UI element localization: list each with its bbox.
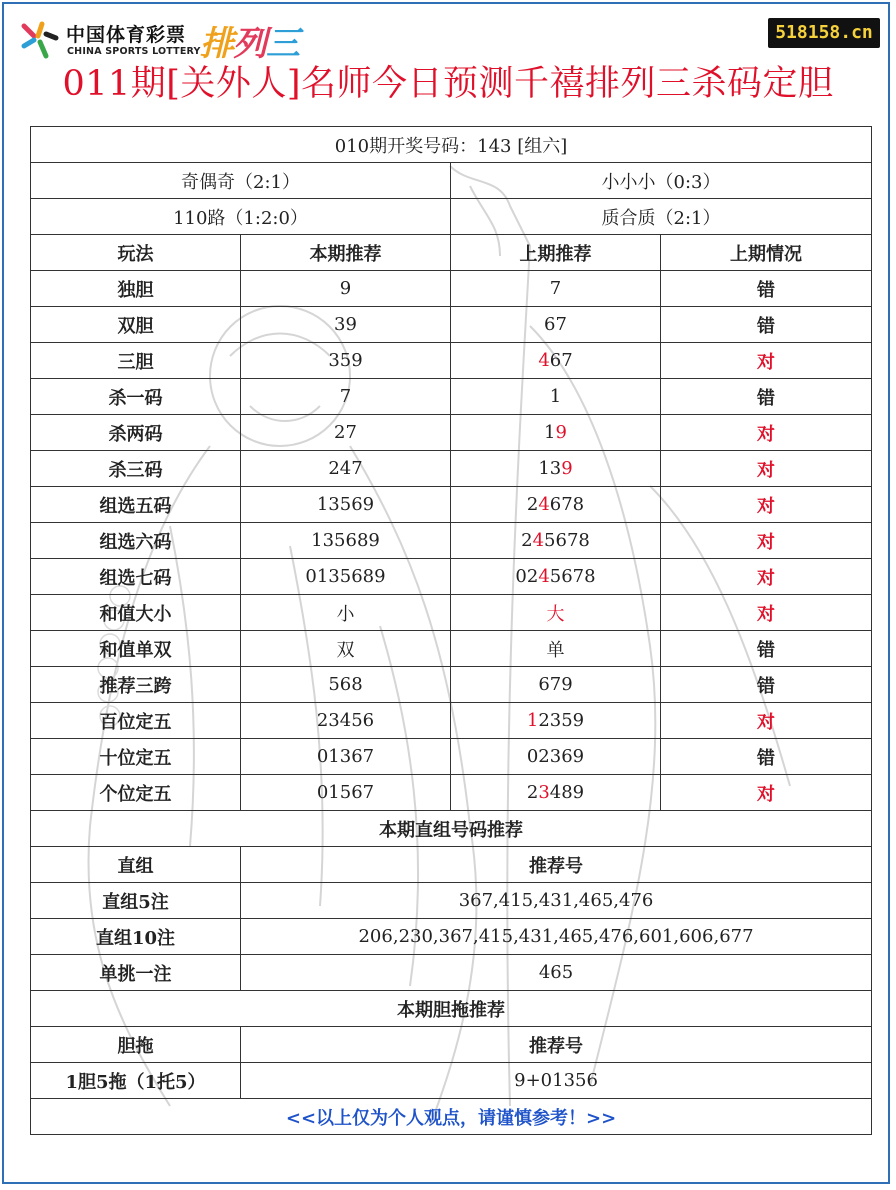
hit-digit: 大: [546, 603, 565, 625]
direct-row: [31, 883, 872, 919]
hit-digit: 3: [538, 782, 550, 803]
drag-row-value: 9+01356: [241, 1063, 872, 1099]
pattern-row-2: [31, 199, 872, 235]
previous-recommendation-cell: [451, 667, 661, 703]
play-name-cell: 百位定五: [31, 703, 241, 739]
prediction-row: [31, 415, 872, 451]
digit-segment: 2359: [538, 710, 585, 731]
site-badge[interactable]: 518158.cn: [768, 18, 880, 48]
play-name-cell: 双胆: [31, 307, 241, 343]
current-recommendation-cell: 小: [241, 595, 451, 631]
brand-char-1: 排: [200, 24, 233, 64]
previous-recommendation-cell: [451, 631, 661, 667]
prediction-row: [31, 379, 872, 415]
column-header-result: 上期情况: [661, 235, 872, 271]
previous-recommendation-cell: [451, 451, 661, 487]
play-name-cell: 组选七码: [31, 559, 241, 595]
digit-segment: 678: [549, 494, 585, 515]
pattern-row-1: [31, 163, 872, 199]
digit-segment: 02: [515, 566, 539, 587]
hit-digit: 4: [532, 530, 545, 551]
prediction-row: [31, 667, 872, 703]
prediction-row: [31, 559, 872, 595]
previous-result-cell: 对: [661, 343, 872, 379]
previous-result-cell: 对: [661, 487, 872, 523]
digit-segment: 02369: [526, 746, 585, 767]
previous-recommendation-cell: [451, 739, 661, 775]
logo-chinese-text: 中国体育彩票: [66, 24, 187, 46]
previous-recommendation-cell: [451, 415, 661, 451]
drag-col-label: 胆拖: [31, 1027, 241, 1063]
drag-section-heading: 本期胆拖推荐: [31, 991, 872, 1027]
play-name-cell: 和值大小: [31, 595, 241, 631]
digit-segment: 1: [549, 386, 562, 407]
previous-recommendation-cell: [451, 343, 661, 379]
direct-row-label: 直组5注: [31, 883, 241, 919]
play-name-cell: 组选五码: [31, 487, 241, 523]
digit-segment: 5678: [549, 566, 596, 587]
prediction-row: [31, 451, 872, 487]
hit-digit: 9: [561, 458, 573, 479]
prediction-row: [31, 523, 872, 559]
drag-section-heading-row: [31, 991, 872, 1027]
current-recommendation-cell: 27: [241, 415, 451, 451]
previous-result-cell: 错: [661, 271, 872, 307]
digit-segment: 2: [521, 530, 533, 551]
previous-result-cell: 错: [661, 307, 872, 343]
previous-result-cell: 对: [661, 451, 872, 487]
drag-col-value: 推荐号: [241, 1027, 872, 1063]
hit-digit: 4: [538, 350, 550, 371]
current-recommendation-cell: 双: [241, 631, 451, 667]
drag-row: [31, 1063, 872, 1099]
previous-recommendation-cell: [451, 523, 661, 559]
play-name-cell: 杀两码: [31, 415, 241, 451]
prediction-row: [31, 703, 872, 739]
digit-segment: 7: [549, 278, 562, 299]
current-recommendation-cell: 135689: [241, 523, 451, 559]
direct-row-value: 206,230,367,415,431,465,476,601,606,677: [241, 919, 872, 955]
direct-row: [31, 919, 872, 955]
current-recommendation-cell: 568: [241, 667, 451, 703]
prediction-table: [30, 126, 872, 1135]
play-name-cell: 独胆: [31, 271, 241, 307]
direct-col-label: 直组: [31, 847, 241, 883]
prediction-row: [31, 631, 872, 667]
drag-section-header-row: [31, 1027, 872, 1063]
play-name-cell: 十位定五: [31, 739, 241, 775]
brand-char-3: 三: [266, 24, 299, 64]
prediction-row: [31, 595, 872, 631]
play-name-cell: 杀三码: [31, 451, 241, 487]
digit-segment: 489: [549, 782, 585, 803]
previous-result-cell: 错: [661, 739, 872, 775]
prediction-row: [31, 487, 872, 523]
current-recommendation-cell: 359: [241, 343, 451, 379]
previous-result-cell: 对: [661, 595, 872, 631]
digit-segment: 2: [526, 782, 539, 803]
hit-digit: 4: [538, 494, 550, 515]
play-name-cell: 个位定五: [31, 775, 241, 811]
current-recommendation-cell: 0135689: [241, 559, 451, 595]
previous-result-cell: 错: [661, 379, 872, 415]
previous-result-cell: 对: [661, 775, 872, 811]
digit-segment: 5678: [544, 530, 590, 551]
prediction-row: [31, 307, 872, 343]
digit-segment: 13: [538, 458, 562, 479]
prediction-row: [31, 739, 872, 775]
direct-section-heading: 本期直组号码推荐: [31, 811, 872, 847]
previous-result-cell: 对: [661, 415, 872, 451]
drag-row-label: 1胆5拖（1托5）: [31, 1063, 241, 1099]
header: [0, 0, 896, 110]
digit-segment: 1: [544, 422, 556, 443]
direct-row-label: 单挑一注: [31, 955, 241, 991]
previous-recommendation-cell: [451, 379, 661, 415]
route-cell: 110路（1:2:0）: [31, 199, 451, 235]
prediction-table-container: [30, 126, 871, 1134]
previous-recommendation-cell: [451, 307, 661, 343]
previous-recommendation-cell: [451, 271, 661, 307]
digit-segment: 单: [546, 639, 565, 661]
previous-result-cell: 对: [661, 559, 872, 595]
digit-segment: 67: [544, 314, 567, 335]
direct-row-label: 直组10注: [31, 919, 241, 955]
previous-result-cell: 对: [661, 523, 872, 559]
play-name-cell: 杀一码: [31, 379, 241, 415]
digit-segment: 679: [538, 674, 573, 695]
current-recommendation-cell: 7: [241, 379, 451, 415]
current-recommendation-cell: 9: [241, 271, 451, 307]
current-recommendation-cell: 01367: [241, 739, 451, 775]
previous-recommendation-cell: [451, 559, 661, 595]
hit-digit: 1: [526, 710, 539, 731]
page-title: 011期[关外人]名师今日预测千禧排列三杀码定胆: [62, 64, 834, 104]
column-header-play: 玩法: [31, 235, 241, 271]
direct-row: [31, 955, 872, 991]
play-name-cell: 组选六码: [31, 523, 241, 559]
prime-composite-cell: 质合质（2:1）: [451, 199, 872, 235]
play-name-cell: 推荐三跨: [31, 667, 241, 703]
previous-recommendation-cell: [451, 775, 661, 811]
hit-digit: 9: [555, 422, 567, 443]
logo-english-text: CHINA SPORTS LOTTERY: [67, 46, 201, 57]
current-recommendation-cell: 23456: [241, 703, 451, 739]
odd-even-cell: 奇偶奇（2:1）: [31, 163, 451, 199]
previous-result-cell: 错: [661, 631, 872, 667]
previous-result-cell: 对: [661, 703, 872, 739]
prediction-row: [31, 343, 872, 379]
prediction-row: [31, 775, 872, 811]
direct-section-header-row: [31, 847, 872, 883]
direct-row-value: 465: [241, 955, 872, 991]
footer-note-row: [31, 1099, 872, 1135]
column-header-current: 本期推荐: [241, 235, 451, 271]
hit-digit: 4: [538, 566, 550, 587]
direct-row-value: 367,415,431,465,476: [241, 883, 872, 919]
digit-segment: 2: [526, 494, 539, 515]
last-draw-row: [31, 127, 872, 163]
previous-result-cell: 错: [661, 667, 872, 703]
current-recommendation-cell: 247: [241, 451, 451, 487]
lottery-logo-icon: [20, 20, 60, 60]
previous-recommendation-cell: [451, 487, 661, 523]
previous-recommendation-cell: [451, 703, 661, 739]
current-recommendation-cell: 39: [241, 307, 451, 343]
direct-col-value: 推荐号: [241, 847, 872, 883]
current-recommendation-cell: 01567: [241, 775, 451, 811]
play-name-cell: 和值单双: [31, 631, 241, 667]
previous-recommendation-cell: [451, 595, 661, 631]
footer-note: <<以上仅为个人观点，请谨慎参考！>>: [31, 1099, 872, 1135]
column-header-previous: 上期推荐: [451, 235, 661, 271]
column-header-row: [31, 235, 872, 271]
big-small-cell: 小小小（0:3）: [451, 163, 872, 199]
play-name-cell: 三胆: [31, 343, 241, 379]
digit-segment: 67: [549, 350, 573, 371]
current-recommendation-cell: 13569: [241, 487, 451, 523]
brand-char-2: 列: [233, 24, 266, 64]
prediction-row: [31, 271, 872, 307]
last-draw-cell: 010期开奖号码：143 [组六]: [31, 127, 872, 163]
direct-section-heading-row: [31, 811, 872, 847]
